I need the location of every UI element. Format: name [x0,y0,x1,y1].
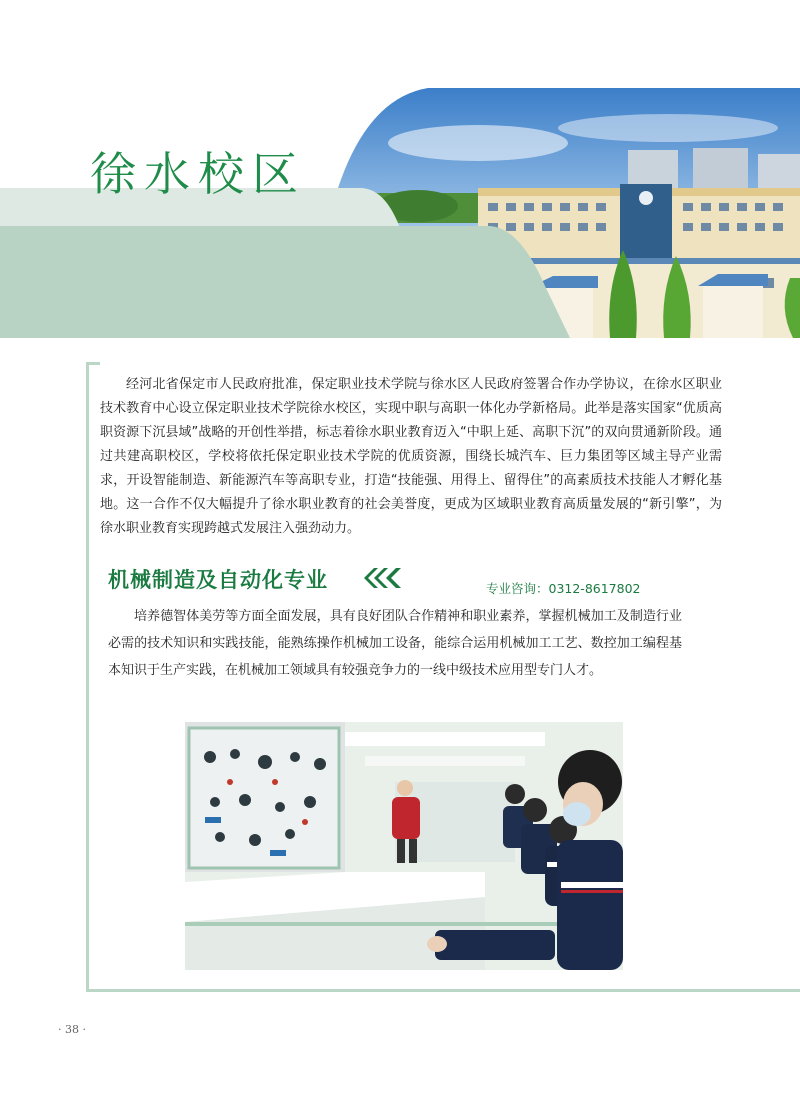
frame-line-left [86,362,89,992]
major-title: 机械制造及自动化专业 [108,568,328,592]
chevron-left-icon [362,566,402,590]
frame-line-bottom [86,989,800,992]
intro-paragraph: 经河北省保定市人民政府批准，保定职业技术学院与徐水区人民政府签署合作办学协议，在徐水区职业技术教育中心设立保定职业技术学院徐水校区，实现中职与高职一体化办学新格局。此举是落实国家“优质高职资源下沉县域”战略的开创性举措，标志着徐水职业教育迈入“中职上延、高职下沉”的双向贯通新阶段。通过共建高职校区，学校将依托保定职业技术学院的优质资源，围绕长城汽车、巨力集团等区域主导产业需求，开设智能制造、新能源汽车等高职专业，打造“技能强、用得上、留得住”的高素质技术技能人才孵化基地。这一合作不仅大幅提升了徐水职业教育的社会美誉度，更成为区域职业教育高质量发展的“新引擎”，为徐水职业教育实现跨越式发展注入强劲动力。 [100,377,722,536]
frame-line-top [86,362,100,365]
campus-title: 徐水校区 [90,147,306,201]
header-band-dark [0,226,570,338]
page-number: · 38 · [58,1023,86,1036]
classroom-photo [185,722,623,970]
consult-phone: 专业咨询：0312-8617802 [486,581,641,596]
major-description: 培养德智体美劳等方面全面发展，具有良好团队合作精神和职业素养，掌握机械加工及制造行业必需的技术知识和实践技能，能熟练操作机械加工设备，能综合运用机械加工工艺、数控加工编程基本知识于生产实践，在机械加工领域具有较强竞争力的一线中级技术应用型专门人才。 [108,609,682,678]
